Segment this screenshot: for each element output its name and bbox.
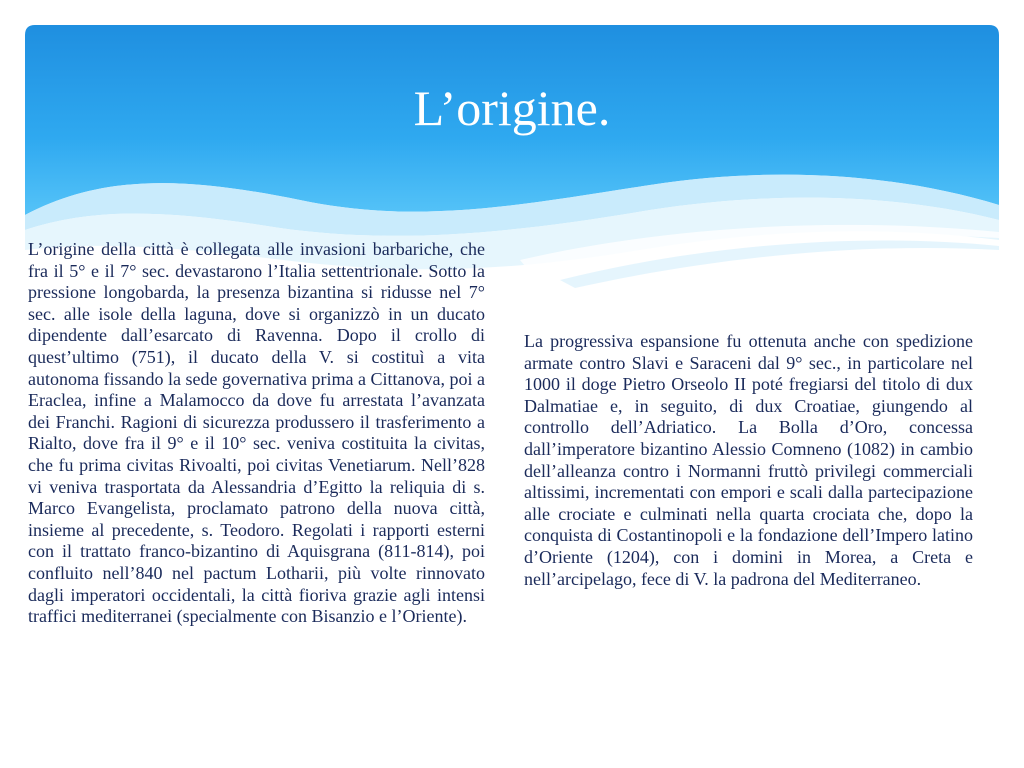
right-text-column: La progressiva espansione fu ottenuta anche con spedizione armate contro Slavi e Saraceni dal 9° sec., in particolare nel 1000 il doge Pietro Orseolo II poté fregiarsi del titolo di dux Dalmatiae e, in seguito, di dux Croatiae, giungendo al controllo dell’Adriatico. La Bolla d’Oro, concessa dall’imperatore bizantino Alessio Comneno (1082) in cambio dell’alleanza contro i Normanni fruttò privilegi commerciali altissimi, incrementati con empori e scali dalla partecipazione alle crociate e culminati nella quarta crociata che, dopo la conquista di Costantinopoli e la fondazione dell’Impero latino d’Oriente (1204), con i domini in Morea, a Creta e nell’arcipelago, fece di V. la padrona del Mediterraneo. bbox=[524, 331, 973, 589]
slide-title: L’origine. bbox=[413, 80, 611, 136]
left-text-column: L’origine della città è collegata alle invasioni barbariche, che fra il 5° e il 7° sec. devastarono l’Italia settentrionale. Sotto la pressione longobarda, la presenza bizantina si ridusse nel 7° sec. alle isole della laguna, dove si organizzò in un ducato dipendente dall’esarcato di Ravenna. Dopo il crollo di quest’ultimo (751), il ducato della V. si costituì a vita autonoma fissando la sede governativa prima a Cittanova, poi a Eraclea, infine a Malamocco da dove fu arrestata l’avanzata dei Franchi. Ragioni di sicurezza produssero il trasferimento a Rialto, dove fra il 9° e il 10° sec. veniva costituita la civitas, che fu prima civitas Rivoalti, poi civitas Venetiarum. Nell’828 vi veniva trasportata da Alessandria d’Egitto la reliquia di s. Marco Evangelista, proclamato patrono della nuova città, insieme al precedente, s. Teodoro. Regolati i rapporti esterni con il trattato franco-bizantino di Aquisgrana (811-814), poi confluito nell’840 nel pactum Lotharii, più volte rinnovato dagli imperatori occidentali, la città fioriva grazie agli intensi traffici mediterranei (specialmente con Bisanzio e l’Oriente). bbox=[28, 239, 485, 627]
